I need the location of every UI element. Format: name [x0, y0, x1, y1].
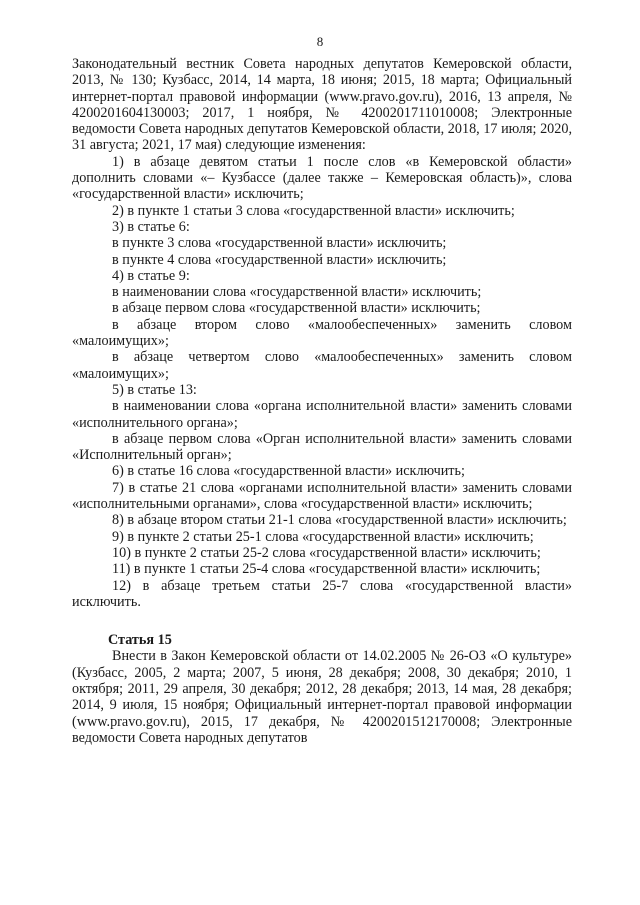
paragraph: в абзаце первом слова «государственной власти» исключить; — [112, 300, 481, 317]
page-number: 8 — [316, 34, 324, 49]
paragraph: Законодательный вестник Совета народных депутатов Кемеровской области, 2013, № 130; Кузбасс, 2014, 14 марта, 18 июня; 2015, 18 марта; Официальный интернет-портал правовой информации (www.pravo.gov.ru), 2016, 13 апреля, № 4200201604130003; 2017, 1 ноября, № 4200201711010008; Электронные ведомости Совета народных депутатов Кемеровской области, 2018, 17 июля; 2020, 31 августа; 2021, 17 мая) следующие изменения: — [72, 56, 572, 154]
paragraph: 3) в статье 6: — [112, 218, 190, 235]
paragraph: 2) в пункте 1 статьи 3 слова «государственной власти» исключить; — [112, 202, 515, 219]
paragraph: 9) в пункте 2 статьи 25-1 слова «государственной власти» исключить; — [112, 528, 534, 545]
paragraph: 12) в абзаце третьем статьи 25-7 слова «государственной власти» исключить. — [72, 577, 572, 610]
document-body — [72, 56, 572, 746]
article-title: Статья 15 — [108, 632, 172, 649]
paragraph: 4) в статье 9: — [112, 267, 190, 284]
paragraph: в пункте 3 слова «государственной власти» исключить; — [112, 235, 447, 252]
paragraph: в абзаце первом слова «Орган исполнительной власти» заменить словами «Исполнительный орган»; — [72, 430, 572, 464]
paragraph: 7) в статье 21 слова «органами исполнительной власти» заменить словами «исполнительными органами», слова «государственной власти» исключить; — [72, 479, 572, 513]
paragraph: 8) в абзаце втором статьи 21-1 слова «государственной власти» исключить; — [112, 512, 567, 529]
paragraph: в наименовании слова «государственной власти» исключить; — [112, 284, 482, 301]
paragraph: в абзаце четвертом слово «малообеспеченных» заменить словом «малоимущих»; — [72, 349, 572, 382]
paragraph: 11) в пункте 1 статьи 25-4 слова «государственной власти» исключить; — [112, 561, 541, 578]
paragraph: в пункте 4 слова «государственной власти» исключить; — [112, 251, 447, 268]
paragraph: 6) в статье 16 слова «государственной власти» исключить; — [112, 463, 465, 480]
paragraph: 1) в абзаце девятом статьи 1 после слов «в Кемеровской области» дополнить словами «– Кузбассе (далее также – Кемеровская область)», слова «государственной власти» исключить; — [72, 153, 572, 203]
article-paragraph: Внести в Закон Кемеровской области от 14.02.2005 № 26-ОЗ «О культуре» (Кузбасс, 2005, 2 марта; 2007, 5 июня, 28 декабря; 2008, 30 декабря; 2010, 1 октября; 2011, 29 апреля, 30 декабря; 2012, 28 декабря; 2013, 14 мая, 28 декабря; 2014, 9 июля, 15 ноября; Официальный интернет-портал правовой информации (www.pravo.gov.ru), 2015, 17 декабря, № 4200201512170008; Электронные ведомости Совета народных депутатов — [72, 648, 572, 746]
paragraph: 10) в пункте 2 статьи 25-2 слова «государственной власти» исключить; — [112, 544, 541, 561]
paragraph: в наименовании слова «органа исполнительной власти» заменить словами «исполнительного органа»; — [72, 398, 572, 431]
paragraph: 5) в статье 13: — [112, 381, 197, 398]
paragraph: в абзаце втором слово «малообеспеченных» заменить словом «малоимущих»; — [72, 316, 572, 350]
